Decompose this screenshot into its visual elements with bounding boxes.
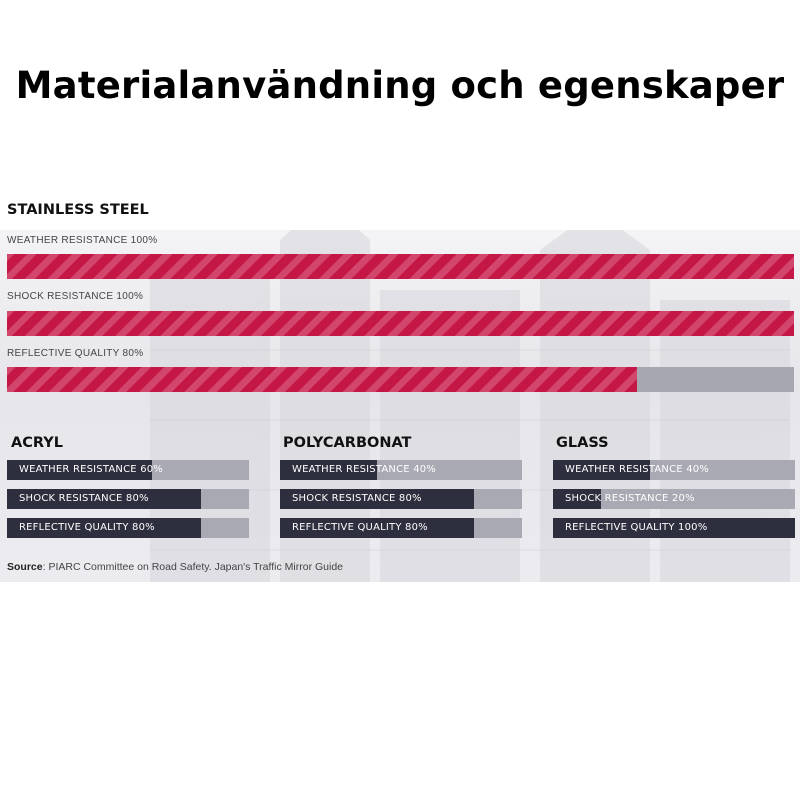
steel-bar-fill <box>7 367 637 392</box>
material-bar-track <box>7 489 249 509</box>
steel-bar-caption: REFLECTIVE QUALITY 80% <box>7 348 144 359</box>
material-title-acryl: ACRYL <box>11 435 63 451</box>
steel-bar-caption: SHOCK RESISTANCE 100% <box>7 291 144 302</box>
steel-bar-fill <box>7 254 794 279</box>
material-bar-track <box>280 489 522 509</box>
source-label: Source <box>7 561 43 573</box>
material-bar-label: SHOCK RESISTANCE 80% <box>292 493 422 504</box>
page-title: Materialanvändning och egenskaper <box>15 64 785 107</box>
steel-bar-track <box>7 367 794 392</box>
material-bar-track <box>553 518 795 538</box>
material-bar-label: REFLECTIVE QUALITY 80% <box>292 522 428 533</box>
material-title-polycarbonat: POLYCARBONAT <box>283 435 412 451</box>
material-bar-label: WEATHER RESISTANCE 60% <box>19 464 164 475</box>
materials-infographic <box>0 190 800 582</box>
material-bar-track <box>7 460 249 480</box>
material-bar-label: SHOCK RESISTANCE 80% <box>19 493 149 504</box>
steel-bar-caption: WEATHER RESISTANCE 100% <box>7 235 158 246</box>
material-bar-label: WEATHER RESISTANCE 40% <box>292 464 437 475</box>
steel-bar-track <box>7 311 794 336</box>
stainless-steel-title: STAINLESS STEEL <box>7 202 149 218</box>
material-bar-label: SHOCK RESISTANCE 20% <box>565 493 695 504</box>
material-bar-label: WEATHER RESISTANCE 40% <box>565 464 710 475</box>
material-bar-label: REFLECTIVE QUALITY 100% <box>565 522 708 533</box>
material-title-glass: GLASS <box>556 435 609 451</box>
material-bar-track <box>553 460 795 480</box>
source-note <box>7 561 343 573</box>
source-text: : PIARC Committee on Road Safety. Japan's Traffic Mirror Guide <box>42 561 344 573</box>
material-bar-track <box>7 518 249 538</box>
material-bar-track <box>280 460 522 480</box>
steel-bar-track <box>7 254 794 279</box>
material-bar-label: REFLECTIVE QUALITY 80% <box>19 522 155 533</box>
steel-bar-fill <box>7 311 794 336</box>
material-bar-track <box>553 489 795 509</box>
material-bar-track <box>280 518 522 538</box>
